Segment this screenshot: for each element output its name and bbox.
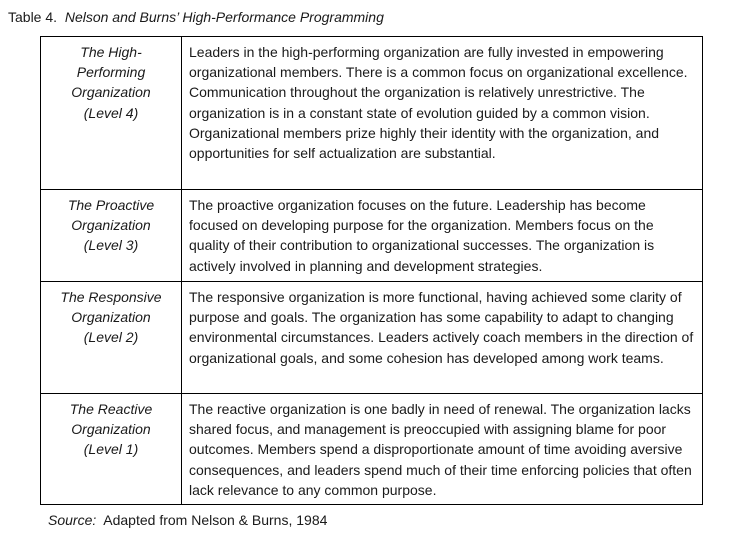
source-label: Source:: [48, 512, 97, 528]
table-row: [41, 190, 703, 282]
level-name-line: Organization: [71, 421, 151, 438]
level-name-line: The Reactive: [69, 401, 153, 417]
table-number: Table 4.: [8, 9, 58, 25]
table-row: [41, 394, 703, 505]
level-name-line: The Responsive: [60, 289, 162, 305]
table-title: Nelson and Burns’ High-Performance Programming: [64, 9, 384, 25]
level-description: The proactive organization focuses on the future. Leadership has become focused on developing purpose for the organization. Members focus on the quality of their contribution to organizational successes. The organization is actively involved in planning and development strategies.: [182, 190, 703, 282]
level-name-cell: [41, 394, 182, 505]
level-description: The reactive organization is one badly in need of renewal. The organization lacks shared focus, and management is preoccupied with assigning blame for poor outcomes. Members spend a disproportionate amount of time avoiding aversive consequences, and leaders spend much of their time enforcing policies that often lack relevance to any common purpose.: [182, 394, 703, 505]
level-description: Leaders in the high-performing organization are fully invested in empowering organizational members. There is a common focus on organizational excellence. Communication throughout the organization is relatively unrestrictive. The organization is in a constant state of evolution guided by a common vision. Organizational members prize highly their identity with the organization, and opportunities for self actualization are substantial.: [182, 37, 703, 190]
level-name-line: (Level 1): [83, 441, 139, 458]
level-name-cell: [41, 37, 182, 190]
level-name-cell: [41, 190, 182, 282]
level-name-cell: [41, 282, 182, 394]
table-row: [41, 37, 703, 190]
table-source: [48, 511, 327, 529]
level-name-line: Organization: [71, 309, 151, 326]
performance-levels-table: [40, 36, 703, 505]
level-name-line: The High-: [80, 44, 142, 60]
level-name-line: (Level 4): [83, 104, 139, 121]
level-name-line: (Level 2): [83, 329, 139, 346]
level-name-line: Organization: [71, 84, 151, 101]
table-row: [41, 282, 703, 394]
level-name-line: Performing: [76, 64, 146, 81]
level-name-line: Organization: [71, 217, 151, 234]
source-text: Adapted from Nelson & Burns, 1984: [103, 512, 328, 528]
table-caption: [8, 8, 384, 26]
level-name-line: (Level 3): [83, 237, 139, 254]
level-description: The responsive organization is more functional, having achieved some clarity of purpose and goals. The organization has some capability to adapt to changing environmental circumstances. Leaders actively coach members in the direction of organizational goals, and some cohesion has developed among work teams.: [182, 282, 703, 394]
level-name-line: The Proactive: [67, 197, 155, 213]
